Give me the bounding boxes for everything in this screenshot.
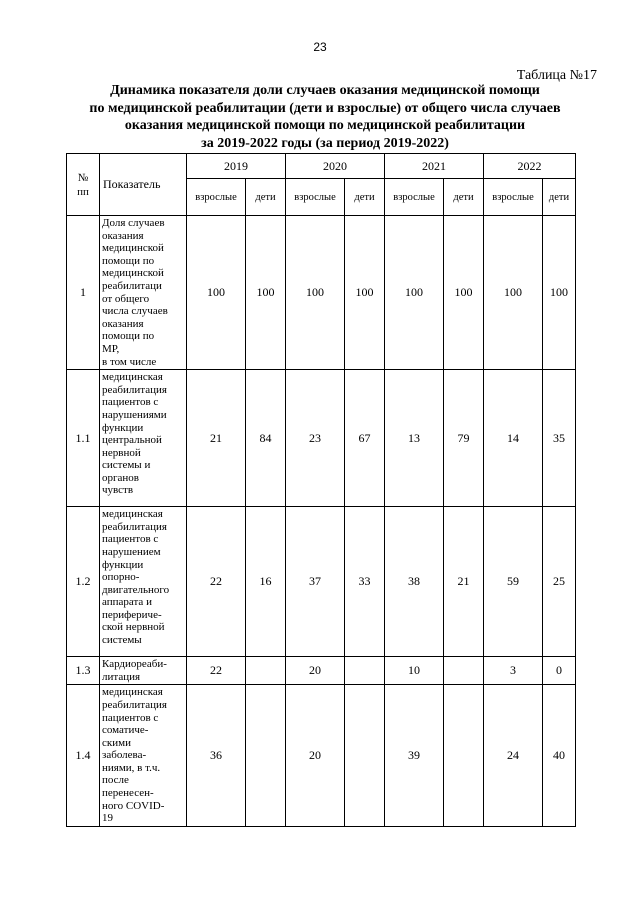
header-adults: взрослые (187, 179, 246, 216)
value-adults: 21 (187, 370, 246, 507)
row-indicator-line: числа случаев (102, 305, 168, 318)
value-children (246, 685, 286, 827)
row-indicator-line: соматиче- (102, 724, 149, 737)
row-number: 1 (67, 216, 100, 370)
value-children: 35 (543, 370, 576, 507)
row-indicator-line: реабилитаци (102, 279, 162, 292)
header-adults: взрослые (484, 179, 543, 216)
row-indicator (100, 685, 187, 827)
row-indicator-line: скими (102, 736, 131, 749)
table-row (67, 370, 576, 507)
header-year: 2022 (484, 154, 576, 179)
row-indicator-line: заболева- (102, 749, 147, 762)
value-children: 16 (246, 507, 286, 657)
row-indicator-line: медицинской (102, 242, 164, 255)
row-indicator-line: оказания (102, 317, 144, 330)
table-row (67, 216, 576, 370)
value-adults: 13 (385, 370, 444, 507)
value-children (444, 685, 484, 827)
row-number: 1.2 (67, 507, 100, 657)
value-children: 25 (543, 507, 576, 657)
value-children (345, 657, 385, 685)
value-adults: 100 (385, 216, 444, 370)
table-row (67, 507, 576, 657)
value-children: 33 (345, 507, 385, 657)
value-adults: 10 (385, 657, 444, 685)
header-no-symbol: № (77, 171, 89, 184)
row-indicator-line: литация (102, 670, 141, 683)
value-adults: 38 (385, 507, 444, 657)
row-indicator-line: нервной (102, 446, 141, 459)
row-indicator-line: ного COVID- (102, 799, 165, 812)
row-indicator-line: 19 (102, 812, 113, 825)
row-indicator-line: реабилитация (102, 520, 167, 533)
row-indicator-line: помощи по (102, 330, 155, 343)
value-adults: 24 (484, 685, 543, 827)
table-row (67, 685, 576, 827)
row-indicator-line: медицинская (102, 508, 163, 521)
header-children: дети (246, 179, 286, 216)
header-children: дети (543, 179, 576, 216)
row-indicator-line: реабилитация (102, 698, 167, 711)
row-indicator-line: пациентов с (102, 396, 159, 409)
row-indicator-line: медицинская (102, 686, 163, 699)
table-label: Таблица №17 (516, 68, 597, 83)
row-indicator-line: оказания (102, 229, 144, 242)
row-indicator-line: аппарата и (102, 596, 152, 609)
row-indicator-line: в том числе (102, 355, 157, 368)
value-children: 100 (345, 216, 385, 370)
value-adults: 22 (187, 507, 246, 657)
value-adults: 39 (385, 685, 444, 827)
row-indicator-line: Кардиореаби- (102, 658, 167, 671)
value-children (444, 657, 484, 685)
row-indicator-line: МР, (102, 342, 120, 355)
row-indicator-line: ской нервной (102, 621, 165, 634)
row-indicator-line: двигательного (102, 583, 170, 596)
header-indicator: Показатель (100, 154, 187, 216)
row-indicator (100, 216, 187, 370)
row-indicator-line: перенесен- (102, 787, 154, 800)
row-indicator-line: медицинская (102, 371, 163, 384)
value-adults: 23 (286, 370, 345, 507)
header-adults: взрослые (385, 179, 444, 216)
value-adults: 100 (484, 216, 543, 370)
row-indicator-line: опорно- (102, 571, 140, 584)
row-indicator-line: центральной (102, 434, 162, 447)
row-indicator-line: перифериче- (102, 608, 162, 621)
row-indicator (100, 507, 187, 657)
value-children: 100 (246, 216, 286, 370)
row-indicator-line: нарушениями (102, 408, 167, 421)
header-children: дети (345, 179, 385, 216)
table-title-line: за 2019-2022 годы (за период 2019-2022) (201, 135, 449, 151)
row-indicator-line: функции (102, 421, 144, 434)
row-indicator-line: медицинской (102, 267, 164, 280)
value-children: 84 (246, 370, 286, 507)
value-children: 67 (345, 370, 385, 507)
table-title-line: оказания медицинской помощи по медицинской реабилитации (124, 118, 526, 133)
row-indicator-line: Доля случаев (102, 217, 165, 229)
row-indicator-line: пациентов с (102, 533, 159, 546)
value-children: 40 (543, 685, 576, 827)
value-adults: 3 (484, 657, 543, 685)
row-indicator-line: реабилитация (102, 383, 167, 396)
table-title-line: Динамика показателя доли случаев оказания медицинской помощи (110, 83, 540, 98)
row-indicator-line: помощи по (102, 254, 155, 267)
row-indicator (100, 370, 187, 507)
value-adults: 14 (484, 370, 543, 507)
row-indicator-line: пациентов с (102, 711, 159, 724)
value-children (345, 685, 385, 827)
value-children: 100 (543, 216, 576, 370)
header-children: дети (444, 179, 484, 216)
row-indicator-line: функции (102, 558, 144, 571)
value-children: 79 (444, 370, 484, 507)
header-row-years (67, 154, 576, 179)
row-indicator-line: чувств (102, 484, 134, 497)
row-indicator-line: системы (102, 634, 142, 647)
header-year: 2020 (286, 154, 385, 179)
value-children: 21 (444, 507, 484, 657)
row-number: 1.4 (67, 685, 100, 827)
value-adults: 100 (286, 216, 345, 370)
row-indicator-line: системы и (102, 459, 151, 472)
value-adults: 36 (187, 685, 246, 827)
row-indicator-line: ниями, в т.ч. (102, 761, 161, 774)
row-number: 1.1 (67, 370, 100, 507)
row-indicator-line: нарушением (102, 545, 161, 558)
row-number: 1.3 (67, 657, 100, 685)
value-adults: 59 (484, 507, 543, 657)
row-indicator-line: после (102, 774, 129, 787)
value-adults: 22 (187, 657, 246, 685)
header-no-cell (67, 154, 100, 216)
header-year: 2019 (187, 154, 286, 179)
value-children (246, 657, 286, 685)
value-children: 0 (543, 657, 576, 685)
rehabilitation-table (66, 153, 576, 827)
row-indicator (100, 657, 187, 685)
value-adults: 20 (286, 657, 345, 685)
header-year: 2021 (385, 154, 484, 179)
header-adults: взрослые (286, 179, 345, 216)
header-no-abbr: пп (77, 185, 89, 198)
page-number: 23 (313, 40, 327, 54)
row-indicator-line: от общего (102, 292, 150, 305)
value-adults: 100 (187, 216, 246, 370)
table-title (40, 82, 610, 152)
row-indicator-line: органов (102, 471, 139, 484)
table-title-line: по медицинской реабилитации (дети и взрослые) от общего числа случаев (89, 100, 561, 116)
value-adults: 37 (286, 507, 345, 657)
value-adults: 20 (286, 685, 345, 827)
table-row (67, 657, 576, 685)
value-children: 100 (444, 216, 484, 370)
